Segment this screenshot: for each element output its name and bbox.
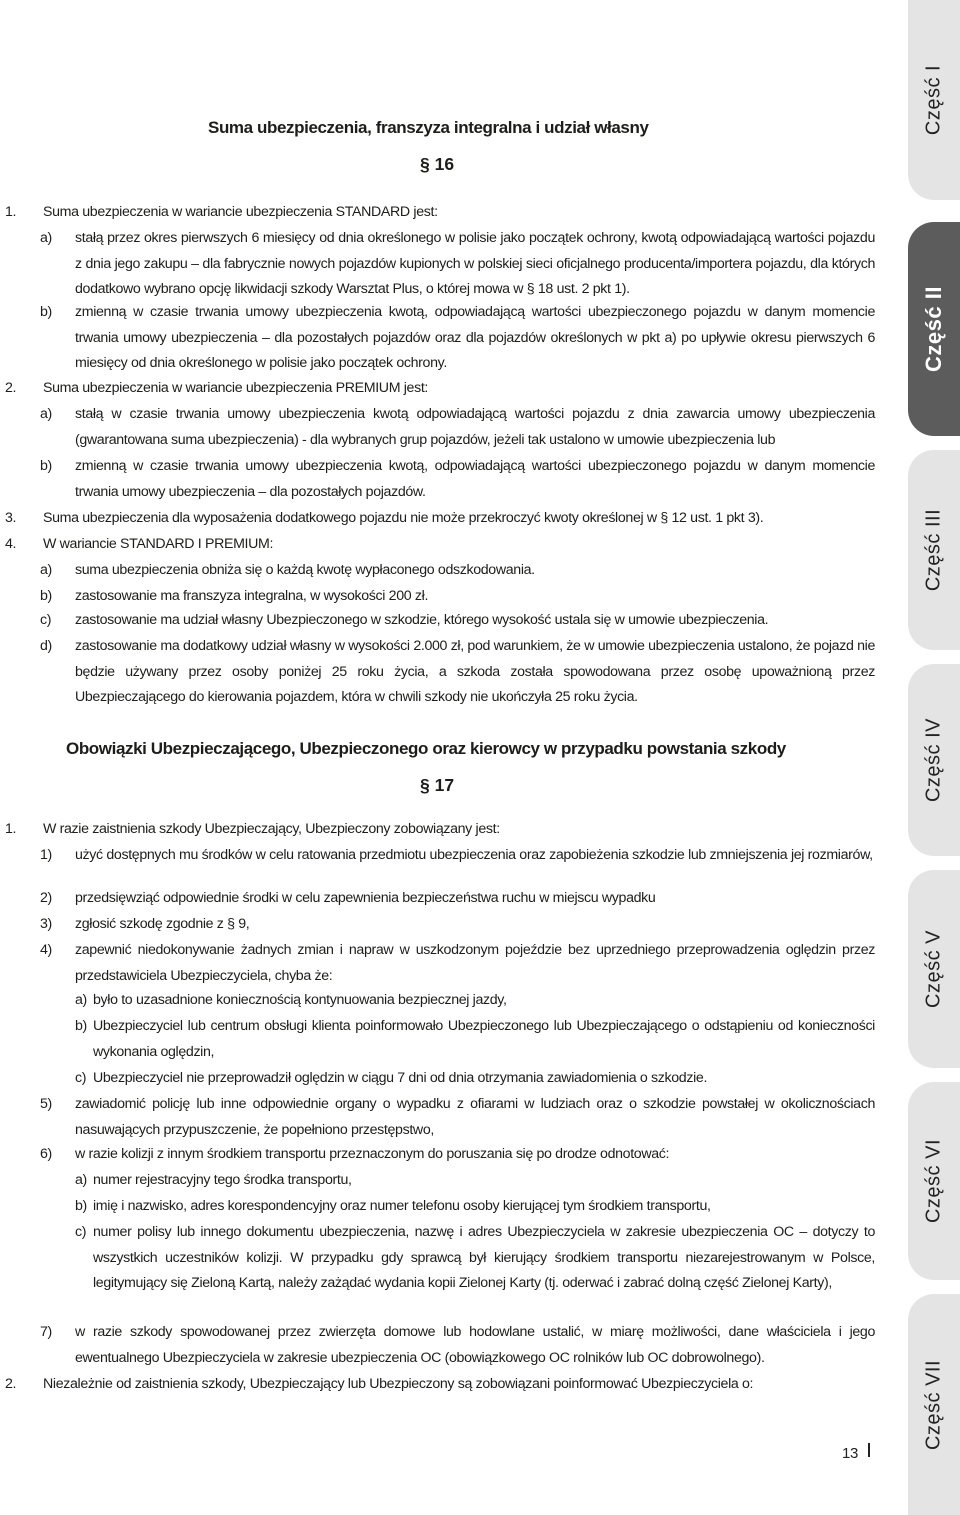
item-text: użyć dostępnych mu środków w celu ratowania przedmiotu ubezpieczenia oraz zapobieżenia szkodzie lub zmniejszenia jej rozmiarów, bbox=[75, 847, 873, 863]
list-item bbox=[75, 1220, 875, 1297]
item-text: stałą w czasie trwania umowy ubezpieczenia kwotą odpowiadającą wartości pojazdu z dnia zawarcia umowy ubezpieczenia (gwarantowana suma ubezpieczenia) - dla wybranych grup pojazdów, jeżeli tak ustalono w umowie ubezpieczenia lub bbox=[75, 406, 875, 448]
item-number: b) bbox=[75, 1018, 87, 1034]
tab-part-3[interactable] bbox=[908, 450, 960, 650]
item-text: zastosowanie ma dodatkowy udział własny w wysokości 2.000 zł, pod warunkiem, że w umowie ubezpieczenia ustalono, że pojazd nie będzie używany przez osoby poniżej 25 roku życia, a szkoda została spowodowana przez osobę upoważnioną przez Ubezpieczającego do kierowania pojazdem, która w chwili szkody nie ukończyła 25 roku życia. bbox=[75, 638, 875, 706]
item-number: a) bbox=[40, 562, 52, 578]
item-text: numer polisy lub innego dokumentu ubezpieczenia, nazwę i adres Ubezpieczyciela w zakresie ubezpieczenia OC – dotyczy to wszystkich uczestników kolizji. W przypadku gdy sprawcą był kierujący środkiem transportu niezarejestrowanym w Polsce, legitymujący się Zieloną Kartą, należy zażądać wydania kopii Zielonej Karty (tj. oderwać i zabrać dolną część Zielonej Karty), bbox=[93, 1224, 875, 1292]
item-number: b) bbox=[75, 1198, 87, 1214]
item-text: stałą przez okres pierwszych 6 miesięcy od dnia określonego w polisie jako początek ochrony, kwotą odpowiadającą wartości pojazdu z dnia jego zakupu – dla fabrycznie nowych pojazdów kupionych w polskiej sieci oficjalnego producenta/importera pojazdu, dla których dodatkowo wybrano opcję likwidacji szkody Warsztat Plus, o której mowa w § 18 ust. 2 pkt 1). bbox=[75, 230, 875, 298]
list-item bbox=[40, 608, 875, 634]
item-number: 4. bbox=[5, 536, 17, 552]
tab-label: Część VII bbox=[922, 1359, 945, 1450]
tab-part-5[interactable] bbox=[908, 870, 960, 1068]
list-item bbox=[5, 532, 875, 558]
section-title-17: Obowiązki Ubezpieczającego, Ubezpieczonego oraz kierowcy w przypadku powstania szkody bbox=[66, 739, 786, 758]
item-text: zmienną w czasie trwania umowy ubezpieczenia kwotą, odpowiadającą wartości ubezpieczonego pojazdu w danym momencie trwania umowy ubezpieczenia – dla pozostałych pojazdów oraz dla pojazdów określonych w pkt a) po upływie okresu pierwszych 6 miesięcy od dnia określonego w polisie jako początek ochrony. bbox=[75, 304, 875, 372]
paragraph-number-16: § 16 bbox=[420, 154, 455, 174]
item-number: 3) bbox=[40, 916, 52, 932]
list-item bbox=[40, 938, 875, 989]
paragraph-number-17: § 17 bbox=[420, 775, 455, 795]
item-number: 2) bbox=[40, 890, 52, 906]
item-text: suma ubezpieczenia obniża się o każdą kwotę wypłaconego odszkodowania. bbox=[75, 562, 535, 578]
part-tabs bbox=[908, 0, 960, 1515]
item-text: zmienną w czasie trwania umowy ubezpieczenia kwotą, odpowiadającą wartości ubezpieczonego pojazdu w danym momencie trwania umowy ubezpieczenia – dla pozostałych pojazdów. bbox=[75, 458, 875, 500]
item-number: 1. bbox=[5, 821, 17, 837]
list-item bbox=[40, 634, 875, 711]
list-item bbox=[5, 1372, 875, 1398]
list-item bbox=[40, 454, 875, 505]
list-item bbox=[40, 1092, 875, 1143]
item-text: Ubezpieczyciel lub centrum obsługi klienta poinformowało Ubezpieczonego lub Ubezpieczającego o odstąpieniu od konieczności wykonania oględzin, bbox=[93, 1018, 875, 1060]
item-text: W wariancie STANDARD I PREMIUM: bbox=[43, 536, 274, 552]
item-text: było to uzasadnione koniecznością kontynuowania bezpiecznej jazdy, bbox=[93, 992, 507, 1008]
list-item bbox=[5, 506, 875, 532]
tab-part-2[interactable] bbox=[908, 222, 960, 436]
tab-label: Część III bbox=[922, 508, 945, 592]
tab-label: Część VI bbox=[922, 1138, 945, 1224]
tab-label: Część II bbox=[921, 286, 946, 372]
list-item bbox=[75, 1168, 875, 1194]
item-number: 5) bbox=[40, 1096, 52, 1112]
item-number: 2. bbox=[5, 1376, 17, 1392]
item-text: przedsięwziąć odpowiednie środki w celu zapewnienia bezpieczeństwa ruchu w miejscu wypadku bbox=[75, 890, 656, 906]
item-text: Suma ubezpieczenia w wariancie ubezpieczenia PREMIUM jest: bbox=[43, 380, 429, 396]
list-item bbox=[40, 226, 875, 303]
tab-label: Część V bbox=[922, 930, 945, 1008]
item-text: imię i nazwisko, adres korespondencyjny oraz numer telefonu osoby kierującej tym środkiem transportu, bbox=[93, 1198, 711, 1214]
item-number: 2. bbox=[5, 380, 17, 396]
item-number: 6) bbox=[40, 1146, 52, 1162]
list-item bbox=[40, 886, 875, 912]
item-number: c) bbox=[75, 1070, 87, 1086]
list-item bbox=[75, 1194, 875, 1220]
tab-part-7[interactable] bbox=[908, 1294, 960, 1515]
item-number: c) bbox=[75, 1224, 87, 1240]
tab-part-6[interactable] bbox=[908, 1082, 960, 1280]
item-number: b) bbox=[40, 588, 52, 604]
list-item bbox=[75, 988, 875, 1014]
item-number: 1) bbox=[40, 847, 52, 863]
list-item bbox=[5, 817, 875, 843]
item-text: zapewnić niedokonywanie żadnych zmian i napraw w uszkodzonym pojeździe bez uprzedniego przeprowadzenia oględzin przez przedstawiciela Ubezpieczyciela, chyba że: bbox=[75, 942, 875, 984]
item-text: zgłosić szkodę zgodnie z § 9, bbox=[75, 916, 250, 932]
list-item bbox=[5, 376, 875, 402]
list-item bbox=[5, 200, 875, 226]
item-number: 4) bbox=[40, 942, 52, 958]
item-number: a) bbox=[40, 406, 52, 422]
tab-part-4[interactable] bbox=[908, 664, 960, 856]
item-number: b) bbox=[40, 304, 52, 320]
list-item bbox=[75, 1066, 875, 1092]
tab-label: Część IV bbox=[922, 717, 945, 803]
item-text: w razie szkody spowodowanej przez zwierzęta domowe lub hodowlane ustalić, w miarę możliwości, dane właściciela i jego ewentualnego Ubezpieczyciela w zakresie ubezpieczenia OC (obowiązkowego OC rolników lub OC dobrowolnego). bbox=[75, 1324, 875, 1366]
item-text: Ubezpieczyciel nie przeprowadził oględzin w ciągu 7 dni od dnia otrzymania zawiadomienia o szkodzie. bbox=[93, 1070, 708, 1086]
item-text: W razie zaistnienia szkody Ubezpieczający, Ubezpieczony zobowiązany jest: bbox=[43, 821, 500, 837]
list-item bbox=[40, 584, 875, 610]
item-number: b) bbox=[40, 458, 52, 474]
item-number: c) bbox=[40, 612, 52, 628]
list-item bbox=[75, 1014, 875, 1065]
page-number: 13 bbox=[842, 1445, 858, 1462]
list-item bbox=[40, 300, 875, 377]
item-text: zastosowanie ma franszyza integralna, w wysokości 200 zł. bbox=[75, 588, 429, 604]
item-text: zawiadomić policję lub inne odpowiednie organy o wypadku z ofiarami w ludziach oraz o szkodzie powstałej w okolicznościach nasuwających przypuszczenie, że popełniono przestępstwo, bbox=[75, 1096, 875, 1138]
item-number: a) bbox=[75, 1172, 87, 1188]
item-number: d) bbox=[40, 638, 52, 654]
tab-part-1[interactable] bbox=[908, 0, 960, 200]
item-number: a) bbox=[75, 992, 87, 1008]
tab-label: Część I bbox=[922, 64, 945, 136]
list-item bbox=[40, 402, 875, 453]
list-item bbox=[40, 1142, 875, 1168]
item-number: 7) bbox=[40, 1324, 52, 1340]
item-text: Niezależnie od zaistnienia szkody, Ubezpieczający lub Ubezpieczony są zobowiązani poinformować Ubezpieczyciela o: bbox=[43, 1376, 754, 1392]
list-item bbox=[40, 912, 875, 938]
item-text: Suma ubezpieczenia dla wyposażenia dodatkowego pojazdu nie może przekroczyć kwoty określonej w § 12 ust. 1 pkt 3). bbox=[43, 510, 764, 526]
item-number: a) bbox=[40, 230, 52, 246]
list-item bbox=[40, 1320, 875, 1371]
item-number: 1. bbox=[5, 204, 17, 220]
section-title-16: Suma ubezpieczenia, franszyza integralna i udział własny bbox=[208, 118, 649, 137]
item-number: 3. bbox=[5, 510, 17, 526]
item-text: numer rejestracyjny tego środka transportu, bbox=[93, 1172, 352, 1188]
list-item bbox=[40, 558, 875, 584]
item-text: zastosowanie ma udział własny Ubezpieczonego w szkodzie, którego wysokość ustala się w umowie ubezpieczenia. bbox=[75, 612, 769, 628]
page-number-bar bbox=[868, 1443, 870, 1457]
item-text: w razie kolizji z innym środkiem transportu przeznaczonym do poruszania się po drodze odnotować: bbox=[75, 1146, 670, 1162]
item-text: Suma ubezpieczenia w wariancie ubezpieczenia STANDARD jest: bbox=[43, 204, 438, 220]
list-item bbox=[40, 843, 875, 869]
